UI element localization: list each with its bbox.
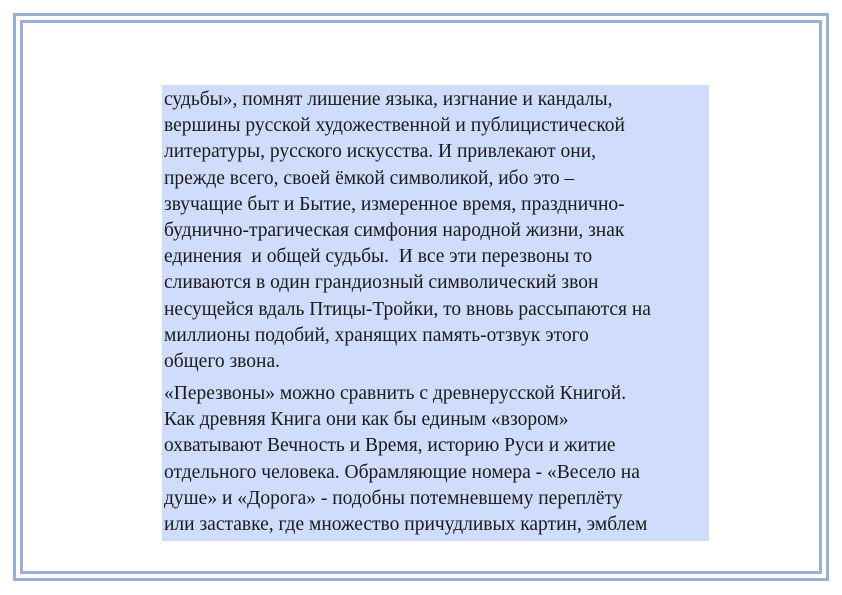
paragraph-1: [164, 87, 709, 375]
text-line: буднично-трагическая симфония народной жизни, знак: [164, 219, 625, 241]
text-line: отдельного человека. Обрамляющие номера - «Весело на: [164, 461, 640, 483]
text-block: [162, 85, 709, 541]
paragraph-2: [164, 381, 709, 538]
text-line: душе» и «Дорога» - подобны потемневшему переплёту: [164, 487, 623, 509]
text-line: общего звона.: [164, 350, 280, 372]
text-line: «Перезвоны» можно сравнить с древнерусской Книгой.: [164, 383, 627, 405]
text-line: литературы, русского искусства. И привлекают они,: [164, 141, 596, 163]
text-line: звучащие быт и Бытие, измеренное время, празднично-: [164, 193, 625, 215]
text-line: единения и общей судьбы. И все эти перезвоны то: [164, 246, 593, 268]
text-line: прежде всего, своей ёмкой символикой, ибо это –: [164, 167, 575, 189]
text-line: охватывают Вечность и Время, историю Руси и житие: [164, 435, 616, 457]
text-line: миллионы подобий, хранящих память-отзвук этого: [164, 324, 589, 346]
text-line: сливаются в один грандиозный символический звон: [164, 272, 599, 294]
text-line: вершины русской художественной и публицистической: [164, 115, 625, 137]
text-line: судьбы», помнят лишение языка, изгнание и кандалы,: [164, 89, 613, 110]
text-line: несущейся вдаль Птицы-Тройки, то вновь рассыпаются на: [164, 298, 651, 320]
text-line: Как древняя Книга они как бы единым «взором»: [164, 409, 569, 431]
text-line: или заставке, где множество причудливых картин, эмблем: [164, 514, 648, 535]
